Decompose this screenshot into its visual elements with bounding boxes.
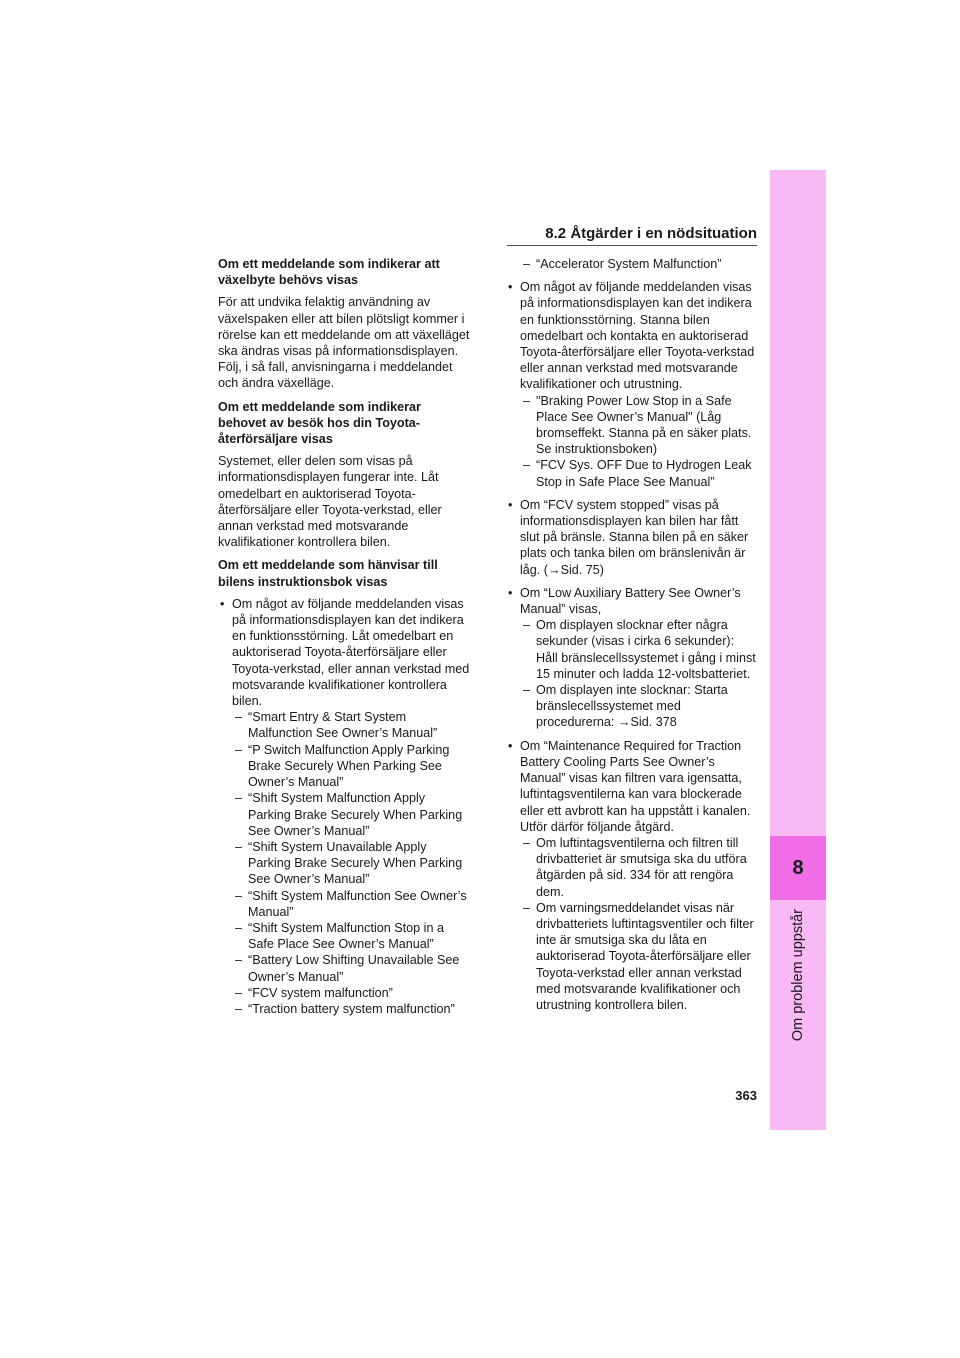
heading-owners-manual: Om ett meddelande som hänvisar till bilens instruktionsbok visas bbox=[218, 558, 438, 589]
dash-item: – Om varningsmeddelandet visas när drivbatteriets luftintagsventiler och filter inte är smutsiga ska du låta en auktoriserad Toyota-återförsäljare eller Toyota-verkstad eller annan verkstad med motsvarande kvalifikationer och utrustning kontrollera bilen. bbox=[506, 900, 758, 1013]
heading-dealer-visit: Om ett meddelande som indikerar behovet av besök hos din Toyota-återförsäljare visas bbox=[218, 399, 421, 447]
bullet-malfunction-messages: • Om något av följande meddelanden visas på informationsdisplayen kan det indikera en funktionsstörning. Låt omedelbart en auktoriserad Toyota-återförsäljare eller Toyota-verkstad, eller annan verkstad med motsvarande kvalifikationer kontrollera bilen. bbox=[218, 596, 470, 709]
paragraph-dealer-visit: Systemet, eller delen som visas på informationsdisplayen fungerar inte. Låt omedelbart en auktoriserad Toyota-återförsäljare eller Toyota-verkstad, eller annan verkstad med motsvarande kvalifikationer kontrollera bilen. bbox=[218, 454, 442, 550]
dash-item: – Om displayen slocknar efter några sekunder (visas i cirka 6 sekunder): Håll bränslecellssystemet i gång i minst 15 minuter och ladda 12-voltsbatteriet. bbox=[506, 617, 758, 682]
dash-item: – “Traction battery system malfunction” bbox=[218, 1001, 470, 1017]
dash-item: – “Accelerator System Malfunction” bbox=[506, 256, 758, 272]
dash-item: – “Smart Entry & Start System Malfunction See Owner’s Manual” bbox=[218, 709, 470, 741]
dash-item: – “Shift System Unavailable Apply Parking Brake Securely When Parking See Owner’s Manual” bbox=[218, 839, 470, 888]
left-column bbox=[218, 256, 470, 1017]
section-title: 8.2 Åtgärder i en nödsituation bbox=[545, 225, 757, 242]
dash-item: – Om displayen inte slocknar: Starta bränslecellssystemet med procedurerna: →Sid. 378 bbox=[506, 682, 758, 731]
dash-item: – Om luftintagsventilerna och filtren till drivbatteriet är smutsiga ska du utföra åtgärden på sid. 334 för att rengöra dem. bbox=[506, 835, 758, 900]
dash-item: – “Shift System Malfunction See Owner’s Manual” bbox=[218, 888, 470, 920]
paragraph-gear-change: För att undvika felaktig användning av växelspaken eller att bilen plötsligt kommer i rörelse kan ett meddelande om att växelläget ska ändras visas på informationsdisplayen. Följ, i så fall, anvisningarna i meddelandet och ändra växelläge. bbox=[218, 295, 470, 391]
bullet-low-auxiliary-battery: • Om “Low Auxiliary Battery See Owner’s Manual” visas, bbox=[506, 585, 758, 617]
dash-item: – “FCV Sys. OFF Due to Hydrogen Leak Stop in Safe Place See Manual” bbox=[506, 457, 758, 489]
bullet-battery-cooling: • Om “Maintenance Required for Traction Battery Cooling Parts See Owner’s Manual” visas kan filtren vara igensatta, luftintagsventilerna kan vara blockerade eller ett avbrott kan ha uppstått i kanalen. Utför därför följande åtgärd. bbox=[506, 738, 758, 835]
dash-item: – “P Switch Malfunction Apply Parking Brake Securely When Parking See Owner’s Manual” bbox=[218, 742, 470, 791]
right-column bbox=[506, 256, 758, 1013]
chapter-label: Om problem uppstår bbox=[790, 908, 806, 1042]
bullet-fcv-stopped: • Om “FCV system stopped” visas på informationsdisplayen kan bilen har fått slut på bränsle. Stanna bilen på en säker plats och tanka bilen om bränslenivån är låg. (→Sid. 75) bbox=[506, 497, 758, 578]
dash-item: – “Shift System Malfunction Apply Parking Brake Securely When Parking See Owner’s Manual” bbox=[218, 790, 470, 839]
dash-item: – “Shift System Malfunction Stop in a Safe Place See Owner’s Manual” bbox=[218, 920, 470, 952]
header-rule bbox=[507, 245, 757, 246]
bullet-stop-immediately: • Om något av följande meddelanden visas på informationsdisplayen kan det indikera en funktionsstörning. Stanna bilen omedelbart och kontakta en auktoriserad Toyota-återförsäljare eller Toyota-verkstad eller annan verkstad med motsvarande kvalifikationer och utrustning. bbox=[506, 279, 758, 392]
chapter-label-container bbox=[770, 905, 826, 1045]
dash-item: – “FCV system malfunction” bbox=[218, 985, 470, 1001]
page-number: 363 bbox=[735, 1088, 757, 1103]
chapter-number: 8 bbox=[770, 836, 826, 900]
heading-gear-change: Om ett meddelande som indikerar att växelbyte behövs visas bbox=[218, 257, 440, 288]
dash-item: – "Braking Power Low Stop in a Safe Place See Owner’s Manual" (Låg bromseffekt. Stanna på en säker plats. Se instruktionsboken) bbox=[506, 393, 758, 458]
dash-item: – “Battery Low Shifting Unavailable See Owner’s Manual” bbox=[218, 952, 470, 984]
